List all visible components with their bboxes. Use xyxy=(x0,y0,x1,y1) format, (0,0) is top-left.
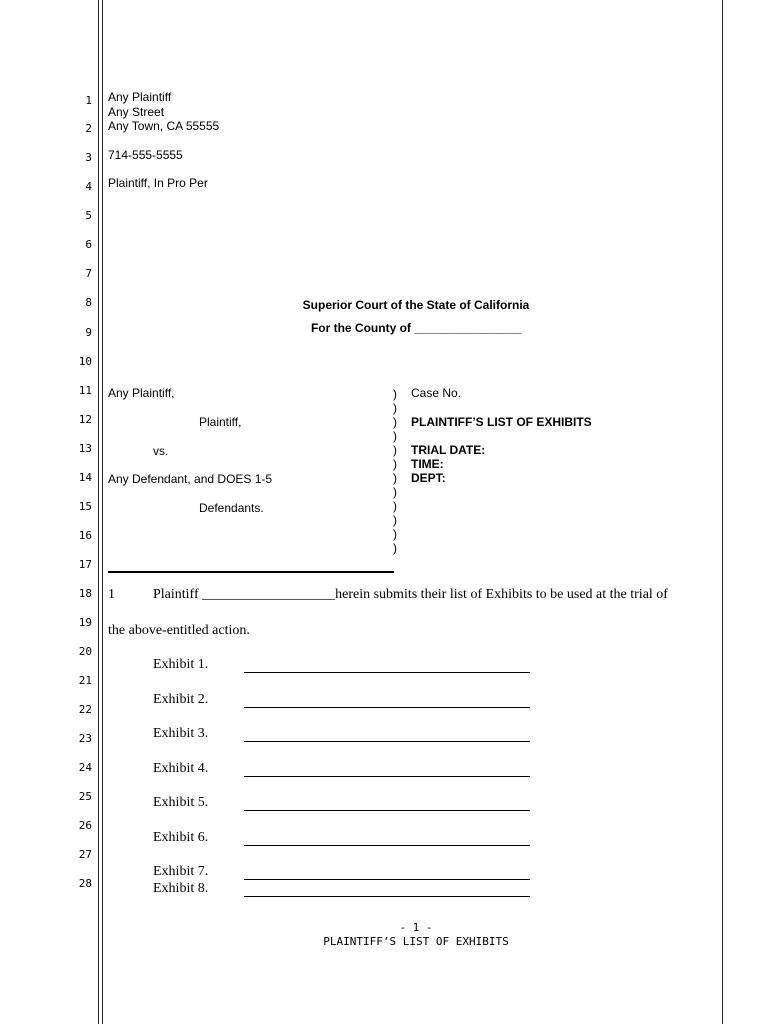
right-margin-rule xyxy=(722,0,723,1024)
caption-parenthesis: ) xyxy=(393,415,397,429)
line-number: 20 xyxy=(78,645,92,658)
caption-plaintiff: Any Plaintiff, xyxy=(108,386,175,400)
caption-parenthesis: ) xyxy=(393,443,397,457)
caption-parenthesis: ) xyxy=(393,541,397,555)
line-number: 24 xyxy=(78,761,92,774)
caption-parenthesis: ) xyxy=(393,499,397,513)
attorney-name: Any Plaintiff xyxy=(108,90,172,104)
line-number: 3 xyxy=(85,151,92,164)
line-number: 18 xyxy=(78,587,92,600)
trial-dept-label: DEPT: xyxy=(411,471,446,485)
caption-parenthesis: ) xyxy=(393,527,397,541)
line-number: 16 xyxy=(78,529,92,542)
exhibit-blank-line xyxy=(244,879,530,880)
caption-parenthesis: ) xyxy=(393,471,397,485)
line-number: 21 xyxy=(78,674,92,687)
footer-document-title: PLAINTIFF’S LIST OF EXHIBITS xyxy=(323,935,509,948)
paragraph-line-2: the above-entitled action. xyxy=(108,623,250,638)
exhibit-label: Exhibit 7. xyxy=(153,864,209,879)
left-margin-rule-inner xyxy=(102,0,103,1024)
line-number: 15 xyxy=(78,500,92,513)
line-number: 12 xyxy=(78,413,92,426)
line-number: 13 xyxy=(78,442,92,455)
line-number: 26 xyxy=(78,819,92,832)
attorney-role: Plaintiff, In Pro Per xyxy=(108,176,208,190)
line-number: 19 xyxy=(78,616,92,629)
line-number: 2 xyxy=(85,122,92,135)
caption-parenthesis: ) xyxy=(393,485,397,499)
caption-plaintiff-role: Plaintiff, xyxy=(199,415,242,429)
attorney-street: Any Street xyxy=(108,105,165,119)
caption-parenthesis: ) xyxy=(393,457,397,471)
exhibit-label: Exhibit 2. xyxy=(153,692,209,707)
caption-defendant: Any Defendant, and DOES 1-5 xyxy=(108,472,273,486)
caption-parenthesis: ) xyxy=(393,401,397,415)
attorney-city: Any Town, CA 55555 xyxy=(108,119,220,133)
line-number: 23 xyxy=(78,732,92,745)
exhibit-blank-line xyxy=(244,776,530,777)
line-number: 11 xyxy=(78,384,92,397)
line-number: 8 xyxy=(85,296,92,309)
paragraph-line-1: Plaintiff ___________________herein submits their list of Exhibits to be used at the trial of xyxy=(153,587,668,602)
line-number: 9 xyxy=(85,326,92,339)
trial-date-label: TRIAL DATE: xyxy=(411,443,486,457)
line-number: 22 xyxy=(78,703,92,716)
exhibit-blank-line xyxy=(244,741,530,742)
line-number: 1 xyxy=(85,94,92,107)
paragraph-number: 1 xyxy=(108,587,115,602)
left-margin-rule-outer xyxy=(98,0,99,1024)
caption-defendant-role: Defendants. xyxy=(199,501,264,515)
exhibit-label: Exhibit 1. xyxy=(153,657,209,672)
exhibit-blank-line xyxy=(244,707,530,708)
line-number: 28 xyxy=(78,877,92,890)
exhibit-blank-line xyxy=(244,810,530,811)
caption-parenthesis: ) xyxy=(393,387,397,401)
line-number: 7 xyxy=(85,267,92,280)
exhibit-blank-line xyxy=(244,845,530,846)
exhibit-blank-line xyxy=(244,896,530,897)
footer-page-number: - 1 - xyxy=(399,921,433,934)
caption-parenthesis: ) xyxy=(393,429,397,443)
exhibit-label: Exhibit 4. xyxy=(153,761,209,776)
case-number-label: Case No. xyxy=(411,386,462,400)
caption-vs: vs. xyxy=(153,444,169,458)
exhibit-label: Exhibit 6. xyxy=(153,830,209,845)
line-number: 10 xyxy=(78,355,92,368)
exhibit-label: Exhibit 5. xyxy=(153,795,209,810)
line-number: 25 xyxy=(78,790,92,803)
exhibit-label: Exhibit 8. xyxy=(153,881,209,896)
line-number: 14 xyxy=(78,471,92,484)
court-name: Superior Court of the State of California xyxy=(302,298,530,312)
line-number: 5 xyxy=(85,209,92,222)
court-county: For the County of ________________ xyxy=(310,321,522,335)
exhibit-label: Exhibit 3. xyxy=(153,726,209,741)
line-number: 4 xyxy=(85,180,92,193)
caption-bottom-rule xyxy=(108,571,394,573)
line-number: 27 xyxy=(78,848,92,861)
attorney-phone: 714-555-5555 xyxy=(108,148,183,162)
trial-time-label: TIME: xyxy=(411,457,444,471)
document-title: PLAINTIFF’S LIST OF EXHIBITS xyxy=(411,415,592,429)
line-number: 17 xyxy=(78,558,92,571)
caption-parenthesis: ) xyxy=(393,513,397,527)
line-number: 6 xyxy=(85,238,92,251)
exhibit-blank-line xyxy=(244,672,530,673)
